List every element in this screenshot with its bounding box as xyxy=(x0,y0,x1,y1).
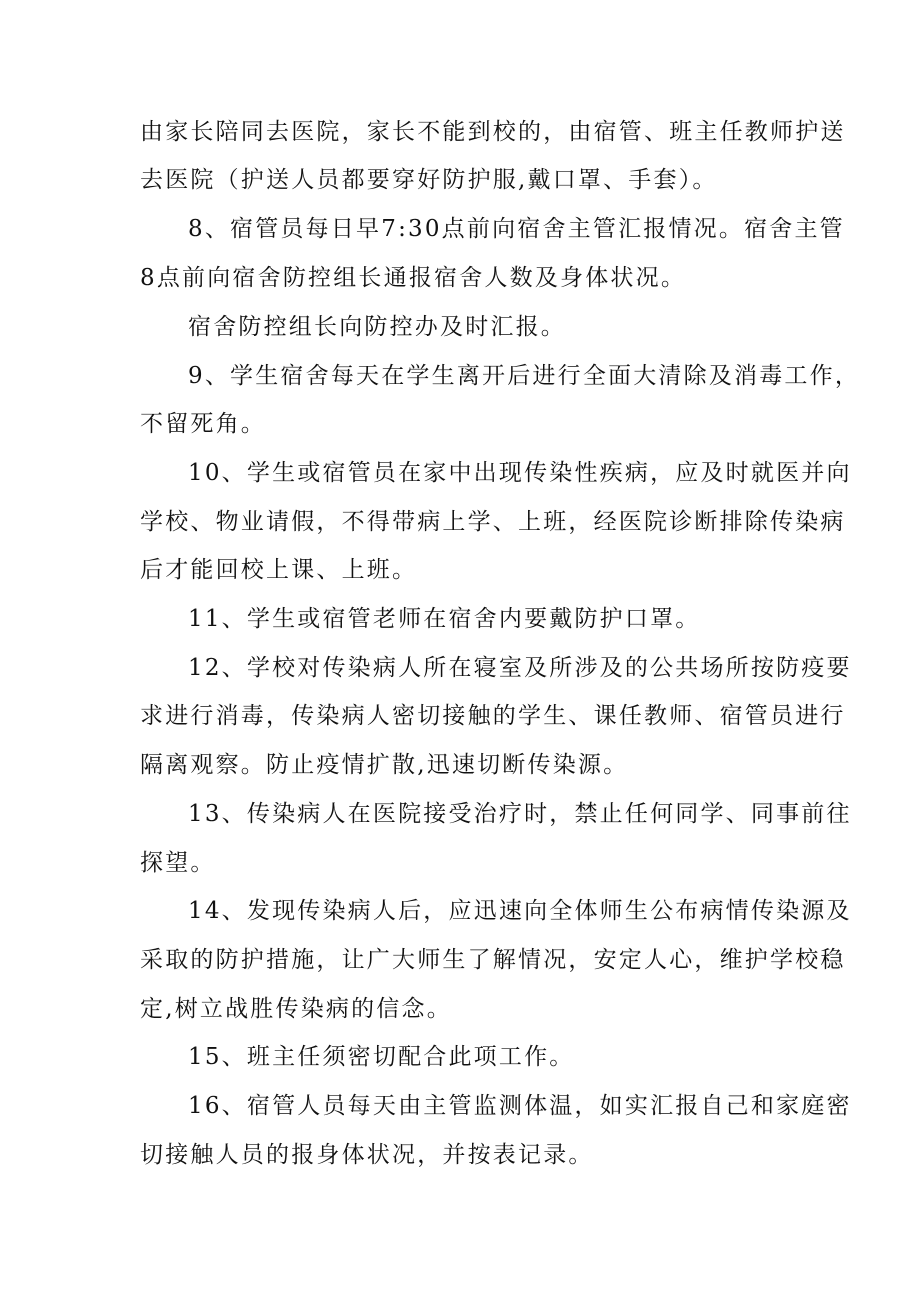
paragraph-line: 不留死角。 xyxy=(140,411,266,437)
paragraph-line: 14、发现传染病人后，应迅速向全体师生公布病情传染源及 xyxy=(188,898,852,924)
paragraph-line: 16、宿管人员每天由主管监测体温，如实汇报自己和家庭密 xyxy=(188,1093,852,1119)
paragraph-line: 定,树立战胜传染病的信念。 xyxy=(140,996,452,1022)
paragraph-line: 学校、物业请假，不得带病上学、上班，经医院诊断排除传染病 xyxy=(140,509,846,535)
paragraph-line: 8、宿管员每日早7:30点前向宿舍主管汇报情况。宿舍主管 xyxy=(188,216,845,242)
paragraph-line: 宿舍防控组长向防控办及时汇报。 xyxy=(188,314,566,340)
paragraph-line: 去医院（护送人员都要穿好防护服,戴口罩、手套）。 xyxy=(140,167,718,193)
paragraph-line: 8点前向宿舍防控组长通报宿舍人数及身体状况。 xyxy=(140,265,687,291)
paragraph-line: 13、传染病人在医院接受治疗时，禁止任何同学、同事前往 xyxy=(188,801,852,827)
paragraph-line: 采取的防护措施，让广大师生了解情况，安定人心，维护学校稳 xyxy=(140,947,846,973)
paragraph-line: 15、班主任须密切配合此项工作。 xyxy=(188,1044,575,1070)
paragraph-line: 切接触人员的报身体状况，并按表记录。 xyxy=(140,1142,594,1168)
paragraph-line: 由家长陪同去医院，家长不能到校的，由宿管、班主任教师护送 xyxy=(140,119,846,145)
paragraph-line: 后才能回校上课、上班。 xyxy=(140,557,418,583)
paragraph-line: 探望。 xyxy=(140,850,216,876)
paragraph-line: 12、学校对传染病人所在寝室及所涉及的公共场所按防疫要 xyxy=(188,655,852,681)
paragraph-line: 11、学生或宿管老师在宿舍内要戴防护口罩。 xyxy=(188,606,701,632)
paragraph-line: 隔离观察。防止疫情扩散,迅速切断传染源。 xyxy=(140,752,629,778)
paragraph-line: 求进行消毒，传染病人密切接触的学生、课任教师、宿管员进行 xyxy=(140,703,846,729)
paragraph-line: 10、学生或宿管员在家中出现传染性疾病，应及时就医并向 xyxy=(188,460,852,486)
paragraph-line: 9、学生宿舍每天在学生离开后进行全面大清除及消毒工作， xyxy=(188,363,861,389)
